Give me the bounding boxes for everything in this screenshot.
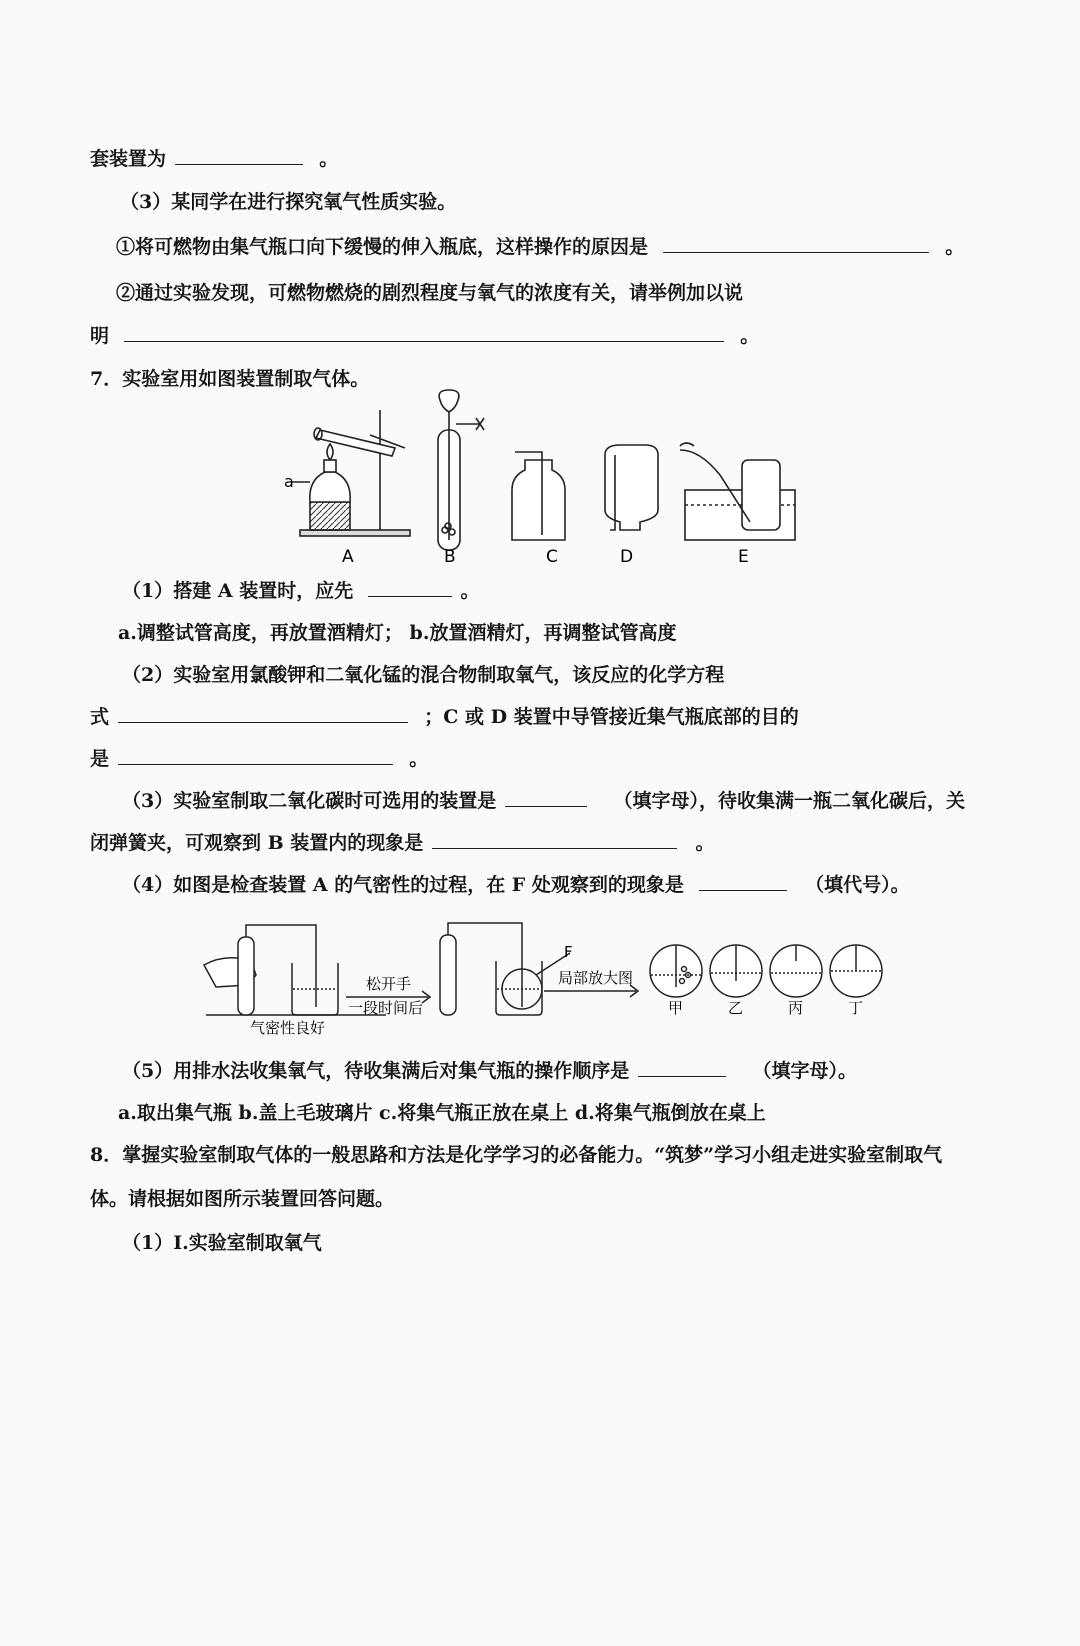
release-hand-label: 松开手 xyxy=(366,975,412,993)
q8-title-cont: 体。请根据如图所示装置回答问题。 xyxy=(90,1188,395,1210)
q7-part1: （1）搭建 A 装置时，应先 。 xyxy=(122,580,480,602)
q7-part2-cont2: 是 。 xyxy=(90,748,429,770)
label-A: A xyxy=(342,547,354,567)
f-label: F xyxy=(564,943,573,961)
q7-part3: （3）实验室制取二氧化碳时可选用的装置是 （填字母），待收集满一瓶二氧化碳后，关 xyxy=(122,790,965,812)
q7-part5: （5）用排水法收集氧气，待收集满后对集气瓶的操作顺序是 （填字母）。 xyxy=(122,1060,857,1082)
label-C: C xyxy=(546,547,558,567)
option-bing: 丙 xyxy=(788,999,804,1017)
label-E: E xyxy=(738,547,749,567)
apparatus-figure xyxy=(280,390,820,570)
airtightness-figure xyxy=(196,915,896,1040)
line-1: 套装置为 。 xyxy=(90,148,339,170)
answer-blank[interactable] xyxy=(638,1058,726,1077)
label-B: B xyxy=(444,547,456,567)
answer-blank[interactable] xyxy=(505,788,587,807)
q7-part4: （4）如图是检查装置 A 的气密性的过程，在 F 处观察到的现象是 （填代号）。 xyxy=(122,874,910,896)
q7-part3-cont: 闭弹簧夹，可观察到 B 装置内的现象是 。 xyxy=(90,832,715,854)
answer-blank[interactable] xyxy=(118,704,408,723)
answer-blank[interactable] xyxy=(663,234,929,253)
q6-part3-item2: ②通过实验发现，可燃物燃烧的剧烈程度与氧气的浓度有关，请举例加以说 xyxy=(116,282,744,304)
option-yi: 乙 xyxy=(728,999,744,1017)
q7-part1-options: a.调整试管高度，再放置酒精灯； b.放置酒精灯，再调整试管高度 xyxy=(118,622,677,644)
label-a: a xyxy=(284,472,294,491)
airtightness-svg xyxy=(196,915,896,1040)
answer-blank[interactable] xyxy=(368,578,452,597)
q8-part1: （1）Ⅰ.实验室制取氧气 xyxy=(122,1232,322,1254)
zoom-label: 局部放大图 xyxy=(558,969,634,987)
after-time-label: 一段时间后 xyxy=(348,999,424,1017)
q6-part3-item1: ①将可燃物由集气瓶口向下缓慢的伸入瓶底，这样操作的原因是 。 xyxy=(116,236,965,258)
q7-part2-cont: 式 ；C 或 D 装置中导管接近集气瓶底部的目的 xyxy=(90,706,799,728)
q6-part3: （3）某同学在进行探究氧气性质实验。 xyxy=(120,191,457,213)
good-seal-label: 气密性良好 xyxy=(250,1019,326,1037)
label-D: D xyxy=(620,547,634,567)
q6-part3-item2-cont: 明 。 xyxy=(90,325,760,347)
answer-blank[interactable] xyxy=(175,146,303,165)
apparatus-svg xyxy=(280,390,820,570)
q8-title: 8．掌握实验室制取气体的一般思路和方法是化学学习的必备能力。“筑梦”学习小组走进实验室制取气 xyxy=(90,1144,943,1166)
q7-title: 7．实验室用如图装置制取气体。 xyxy=(90,368,370,390)
option-jia: 甲 xyxy=(668,999,684,1017)
q7-part5-options: a.取出集气瓶 b.盖上毛玻璃片 c.将集气瓶正放在桌上 d.将集气瓶倒放在桌上 xyxy=(118,1102,766,1124)
answer-blank[interactable] xyxy=(699,872,787,891)
answer-blank[interactable] xyxy=(118,746,393,765)
answer-blank[interactable] xyxy=(432,830,677,849)
q7-part2: （2）实验室用氯酸钾和二氧化锰的混合物制取氧气，该反应的化学方程 xyxy=(122,664,725,686)
option-ding: 丁 xyxy=(848,999,864,1017)
answer-blank[interactable] xyxy=(124,323,724,342)
